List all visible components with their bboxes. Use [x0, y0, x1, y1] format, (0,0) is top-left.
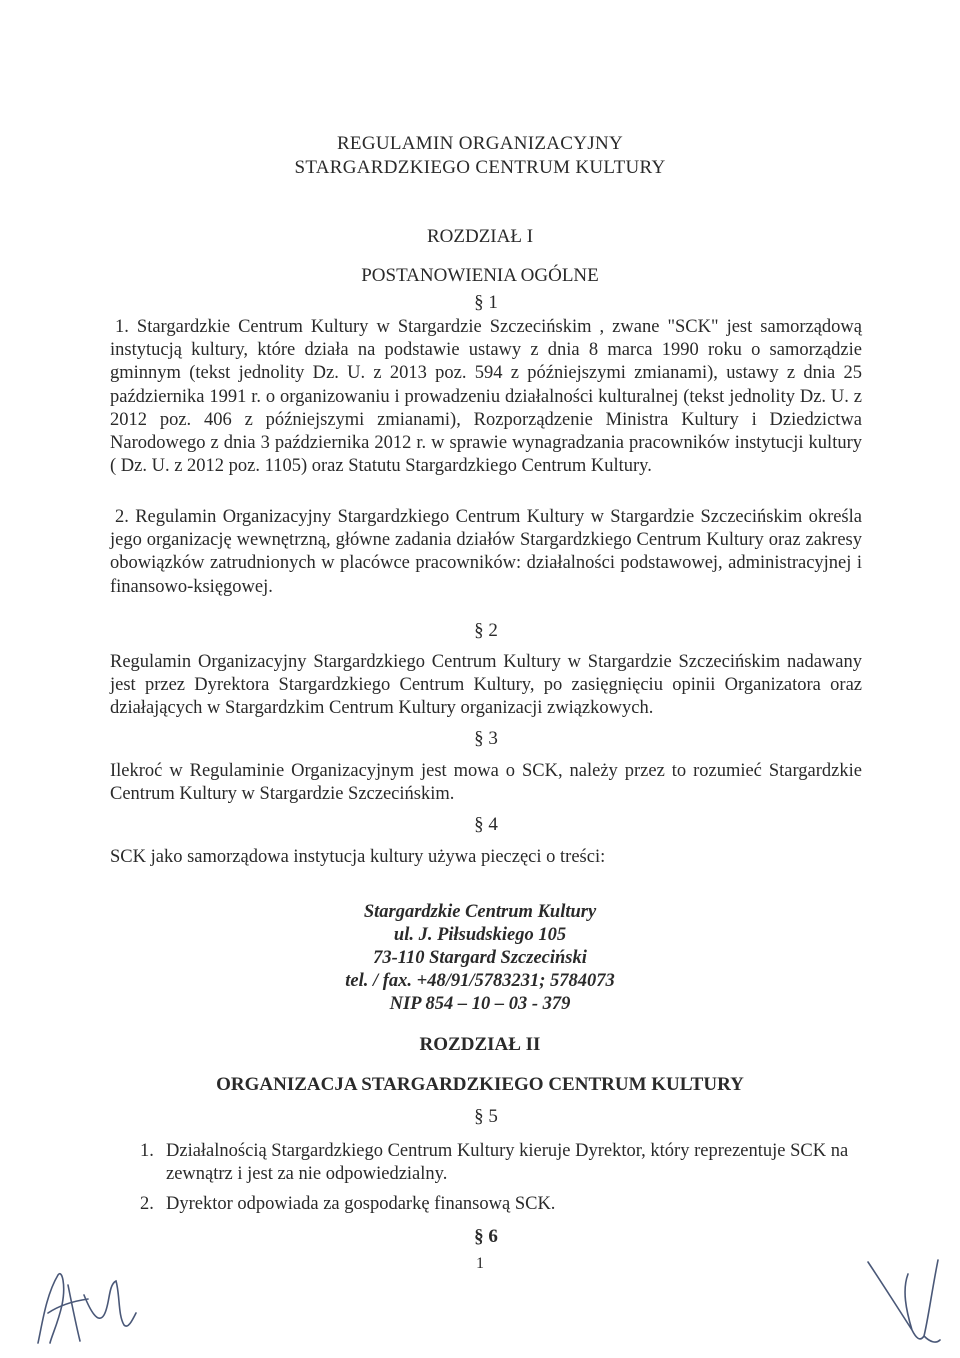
section-5-item-1-text: Działalnością Stargardzkiego Centrum Kultury kieruje Dyrektor, który reprezentuje SCK na zewnątrz i jest za nie odpowiedzialny. [166, 1141, 849, 1184]
section-1-paragraph-2 [110, 506, 862, 599]
section-3-sign: § 3 [474, 728, 498, 749]
section-1-sign: § 1 [474, 292, 498, 313]
section-1-paragraph-1 [110, 316, 862, 478]
chapter-1-label: ROZDZIAŁ I [426, 226, 534, 247]
section-1-paragraph-1-text: 1. Stargardzkie Centrum Kultury w Stargardzie Szczecińskim , zwane "SCK" jest samorządową instytucją kultury, które działa na podstawie ustawy z dnia 8 marca 1990 roku o samorządzie gminnym (tekst jednolity Dz. U. z 2013 poz. 594 z późniejszymi zmianami), ustawy z dnia 25 października 1991 r. o organizowaniu i prowadzeniu działalności kulturalnej (tekst jednolity Dz. U. z 2012 poz. 406 z późniejszymi zmianami), Rozporządzenie Ministra Kultury i Dziedzictwa Narodowego z dnia 3 października 2012 r. w sprawie wynagradzania pracowników instytucji kultury ( Dz. U. z 2012 poz. 1105) oraz Statutu Stargardzkiego Centrum Kultury. [110, 317, 862, 477]
section-2-text: Regulamin Organizacyjny Stargardzkiego Centrum Kultury w Stargardzie Szczecińskim nadawany jest przez Dyrektora Stargardzkiego Centrum Kultury, po zasięgnięciu opinii Organizatora oraz działających w Stargardzkim Centrum Kultury organizacji związkowych. [110, 652, 862, 719]
section-5-item-2-number: 2. [140, 1194, 154, 1214]
section-2-sign: § 2 [474, 620, 498, 641]
section-3-paragraph [110, 760, 862, 806]
stamp-line-city: 73-110 Stargard Szczeciński [373, 948, 587, 968]
section-5-item-1 [140, 1140, 862, 1186]
section-5-item-1-number: 1. [140, 1141, 154, 1161]
section-4-paragraph [110, 846, 862, 869]
section-4-text: SCK jako samorządowa instytucja kultury używa pieczęci o treści: [110, 847, 606, 867]
stamp-line-street: ul. J. Piłsudskiego 105 [393, 925, 567, 945]
stamp-line-phone: tel. / fax. +48/91/5783231; 5784073 [345, 971, 615, 991]
stamp-line-name: Stargardzkie Centrum Kultury [363, 902, 597, 922]
section-5-item-2 [140, 1193, 862, 1217]
stamp-line-nip: NIP 854 – 10 – 03 - 379 [389, 994, 571, 1014]
document-title-line-2: STARGARDZKIEGO CENTRUM KULTURY [294, 157, 666, 178]
chapter-1-subtitle: POSTANOWIENIA OGÓLNE [361, 265, 599, 286]
section-1-paragraph-2-text: 2. Regulamin Organizacyjny Stargardzkiego Centrum Kultury w Stargardzie Szczecińskim określa jego organizację wewnętrzną, główne zadania działów Stargardzkiego Centrum Kultury oraz zakresy obowiązków zatrudnionych w placówce pracowników: działalności podstawowej, administracyjnej i finansowo-księgowej. [110, 507, 862, 597]
section-5-sign: § 5 [474, 1106, 498, 1127]
signature-left-icon [28, 1255, 143, 1350]
section-4-sign: § 4 [474, 814, 498, 835]
section-6-sign: § 6 [474, 1226, 498, 1247]
section-2-paragraph [110, 651, 862, 721]
section-3-text: Ilekroć w Regulaminie Organizacyjnym jest mowa o SCK, należy przez to rozumieć Stargardzkie Centrum Kultury w Stargardzie Szczecińskim. [110, 761, 862, 805]
document-title-line-1: REGULAMIN ORGANIZACYJNY [336, 133, 624, 154]
chapter-2-subtitle: ORGANIZACJA STARGARDZKIEGO CENTRUM KULTURY [216, 1074, 744, 1095]
section-5-item-2-text: Dyrektor odpowiada za gospodarkę finansową SCK. [166, 1194, 556, 1214]
chapter-2-label: ROZDZIAŁ II [419, 1034, 541, 1055]
page-number: 1 [476, 1255, 484, 1272]
signature-right-icon [858, 1250, 948, 1350]
